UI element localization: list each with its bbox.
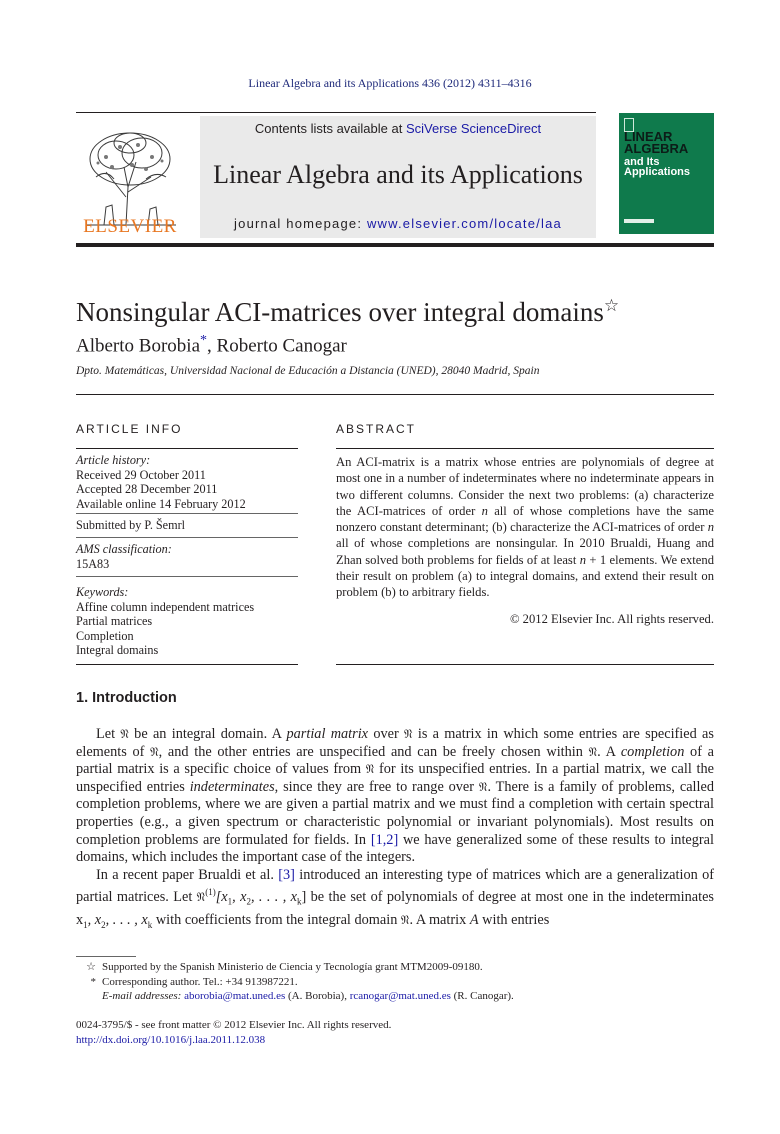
- article-info-rule: [76, 448, 298, 449]
- intro-paragraph-1: [76, 726, 714, 867]
- ams-label: AMS classification:: [76, 542, 172, 556]
- frak-R: 𝔑: [365, 762, 375, 777]
- subscript: k: [147, 919, 153, 930]
- article-info-bottom-rule: [76, 664, 298, 665]
- homepage-line: [200, 216, 596, 231]
- ams-classification: [76, 542, 172, 571]
- issn-line: 0024-3795/$ - see front matter © 2012 Elsevier Inc. All rights reserved.: [76, 1019, 392, 1031]
- header-top-rule: [76, 112, 596, 113]
- intro-text: , since they are free to range over: [274, 778, 479, 795]
- math-x: [x: [215, 889, 228, 906]
- affiliation-rule: [76, 394, 714, 395]
- footnotes: [76, 960, 714, 1004]
- math-x: , . . . , x: [250, 889, 297, 906]
- math-x: , x: [87, 911, 102, 928]
- abstract-rule: [336, 448, 714, 449]
- intro-text: of a partial matrix is a specific choice of values from: [76, 743, 714, 778]
- keywords-label: Keywords:: [76, 585, 129, 599]
- title-footnote-mark[interactable]: ☆: [603, 296, 620, 315]
- footnote-star-mark: ☆: [86, 961, 96, 973]
- author-separator: ,: [207, 335, 217, 357]
- math-x: , x: [232, 889, 247, 906]
- email-borobia-link[interactable]: aborobia@mat.uned.es: [184, 990, 286, 1002]
- intro-text: ] be the set of polynomials of degree at most one in the indeterminates x: [76, 889, 714, 928]
- abstract-var-n: n: [481, 503, 488, 518]
- term-completion: completion: [620, 743, 685, 760]
- abstract-part: + 1 elements. We extend their result on problem (a) to integral domains, and extend their result on problem (b) to arbitrary fields.: [336, 552, 714, 600]
- intro-text: over: [368, 726, 405, 742]
- abstract-copyright: © 2012 Elsevier Inc. All rights reserved.: [509, 612, 714, 626]
- contents-prefix: Contents lists available at: [254, 121, 406, 136]
- introduction-body: [76, 726, 714, 934]
- front-matter-notes: [76, 1018, 391, 1047]
- math-x: , . . . , x: [105, 911, 148, 928]
- subscript: 1: [83, 919, 88, 930]
- math-A: A: [469, 911, 479, 928]
- homepage-link[interactable]: www.elsevier.com/locate/laa: [366, 216, 562, 231]
- intro-text: with entries: [478, 911, 550, 928]
- frak-R: 𝔑: [588, 744, 598, 759]
- abstract-var-n: n: [707, 520, 714, 535]
- homepage-prefix: journal homepage:: [234, 216, 367, 231]
- cover-title-line2: ALGEBRA: [624, 141, 689, 156]
- subscript: 1: [227, 896, 233, 907]
- cover-strip: [624, 219, 654, 223]
- subscript: 2: [246, 896, 251, 907]
- doi-link[interactable]: http://dx.doi.org/10.1016/j.laa.2011.12.038: [76, 1033, 266, 1046]
- intro-text: is a matrix in which some entries are specified as elements of: [76, 726, 714, 760]
- header-bottom-rule: [76, 243, 714, 247]
- authors: [76, 333, 347, 357]
- citation-ref-3[interactable]: [3]: [278, 866, 295, 883]
- intro-text: introduced an interesting type of matrices which are a generalization of partial matrices. Let: [76, 866, 714, 906]
- intro-text: Let: [96, 726, 121, 742]
- abstract-part: An ACI-matrix is a matrix whose entries are polynomials of degree at most one in a number of indeterminates where no indeterminate appears in two different columns. Consider the next two problems: (a) characterize the ACI-matrices of order: [336, 455, 714, 518]
- email-canogar-link[interactable]: rcanogar@mat.uned.es: [349, 990, 451, 1002]
- abstract-bottom-rule: [336, 664, 714, 665]
- submitted-rule: [76, 537, 298, 538]
- submitted-by: Submitted by P. Šemrl: [76, 518, 186, 532]
- ams-rule: [76, 576, 298, 577]
- intro-text: In a recent paper Brualdi et al.: [96, 866, 279, 883]
- article-history: [76, 453, 298, 511]
- email-canogar-name: (R. Canogar).: [450, 990, 514, 1002]
- ams-code: 15A83: [76, 556, 110, 571]
- abstract-var-n: n: [579, 552, 586, 567]
- keyword-item: Partial matrices: [76, 614, 153, 628]
- email-borobia-name: (A. Borobia),: [285, 990, 350, 1002]
- frak-R: 𝔑: [400, 912, 410, 927]
- intro-text: be an integral domain. A: [128, 726, 287, 742]
- subscript: k: [297, 896, 302, 907]
- keywords-block: [76, 585, 254, 658]
- accepted-date: Accepted 28 December 2011: [76, 482, 218, 496]
- footnote-rule: [76, 956, 136, 957]
- superscript-1: (1): [205, 887, 216, 898]
- intro-text: , and the other entries are unspecified and can be freely chosen within: [158, 743, 589, 760]
- author-borobia: Alberto Borobia: [76, 335, 201, 357]
- sciencedirect-link[interactable]: SciVerse ScienceDirect: [405, 121, 542, 136]
- author-canogar: Roberto Canogar: [216, 335, 347, 357]
- email-label: E-mail addresses:: [102, 990, 185, 1002]
- footnote-emails: [76, 989, 714, 1004]
- intro-text: for its unspecified entries. In a partial matrix, we call the unspecified entries: [76, 761, 714, 795]
- introduction-heading: 1. Introduction: [76, 690, 177, 706]
- abstract-text: [336, 454, 714, 601]
- keyword-item: Integral domains: [76, 643, 159, 657]
- intro-text: we have generalized some of these results to integral domains, which includes the important case of the integers.: [76, 831, 714, 866]
- elsevier-wordmark: ELSEVIER: [83, 216, 177, 237]
- footnote-corr-text: Corresponding author. Tel.: +34 913987221.: [102, 975, 298, 988]
- corresponding-author-mark[interactable]: *: [200, 333, 208, 348]
- frak-R: 𝔑: [478, 779, 488, 794]
- footnote-funding-text: Supported by the Spanish Ministerio de Ciencia y Tecnología grant MTM2009-09180.: [102, 961, 483, 973]
- history-label: Article history:: [76, 453, 151, 467]
- intro-paragraph-2: [76, 867, 714, 934]
- received-date: Received 29 October 2011: [76, 467, 206, 482]
- journal-citation: Linear Algebra and its Applications 436 (2012) 4311–4316: [248, 76, 532, 90]
- frak-R: 𝔑: [150, 744, 159, 759]
- keyword-item: Completion: [76, 628, 134, 643]
- intro-text: . There is a family of problems, called completion problems, where we are given a partial matrix and we must find a completion with certain spectral properties (e.g., a given spectrum or characteristic polynomial or invariant polynomials). Most results on completion problems are formulated for fields. In: [76, 778, 714, 848]
- footnote-corr-mark: *: [90, 975, 96, 988]
- citation-ref-1-2[interactable]: [1,2]: [370, 831, 399, 848]
- abstract-part: all of whose completions have the same nonzero constant determinant; (b) characterize the ACI-matrices of order: [336, 503, 714, 535]
- online-date: Available online 14 February 2012: [76, 496, 246, 511]
- frak-R: 𝔑: [196, 890, 206, 905]
- affiliation: Dpto. Matemáticas, Universidad Nacional de Educación a Distancia (UNED), 28040 Madrid, Spain: [76, 365, 540, 377]
- frak-R: 𝔑: [120, 727, 129, 741]
- cover-title: [624, 131, 688, 155]
- journal-cover: [619, 113, 714, 234]
- footnote-corresponding: [76, 975, 714, 990]
- intro-text: . A: [597, 743, 621, 760]
- keyword-item: Affine column independent matrices: [76, 599, 255, 614]
- email-line: [102, 989, 514, 1004]
- paper-title: [76, 296, 619, 328]
- article-info-heading: ARTICLE INFO: [76, 422, 183, 436]
- abstract-heading: ABSTRACT: [336, 422, 417, 436]
- cover-subtitle-line1: and Its: [624, 156, 660, 168]
- abstract-part: all of whose completions are nonsingular. In 2010 Brualdi, Huang and Zhan solved both problems for fields of at least: [336, 536, 714, 567]
- term-partial-matrix: partial matrix: [286, 726, 369, 742]
- journal-name: Linear Algebra and its Applications: [213, 160, 583, 189]
- cover-title-line1: LINEAR: [624, 129, 673, 144]
- frak-R: 𝔑: [404, 727, 413, 741]
- footnote-funding: [76, 960, 714, 975]
- contents-line: [200, 121, 596, 136]
- cover-subtitle: [624, 157, 690, 177]
- intro-text: with coefficients from the integral domain: [152, 911, 401, 928]
- term-indeterminates: indeterminates: [189, 778, 275, 795]
- footnote-spacer: [76, 989, 102, 1004]
- intro-text: . A matrix: [409, 911, 470, 928]
- history-rule: [76, 513, 298, 514]
- paper-title-text: Nonsingular ACI-matrices over integral domains: [76, 297, 604, 327]
- cover-subtitle-line2: Applications: [624, 166, 691, 178]
- subscript: 2: [101, 919, 106, 930]
